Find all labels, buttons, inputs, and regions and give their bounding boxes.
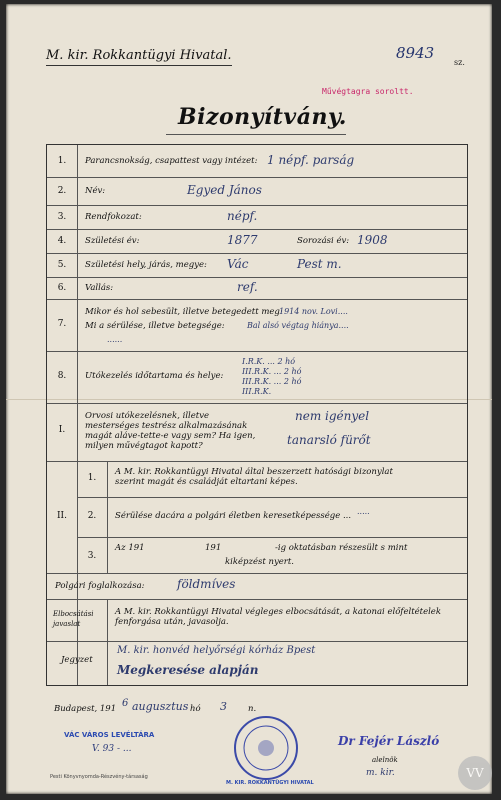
row-number: 4. (57, 236, 67, 246)
table-row (47, 253, 467, 278)
table-row (77, 537, 467, 573)
table-row (77, 497, 467, 538)
row-label-secondary: 191 (205, 543, 222, 553)
occupation-label: Polgári foglalkozása: (55, 581, 145, 591)
table-row (47, 299, 467, 352)
row-number: 3. (57, 212, 67, 222)
note-row (47, 641, 467, 685)
row-value: Vác (227, 257, 249, 271)
row-value-secondary: Bal alsó végtag hiánya.... (247, 321, 349, 330)
table-row (47, 277, 467, 300)
page-title: Bizonyítvány. (178, 104, 347, 130)
table-row (47, 145, 467, 178)
row-label: Sérülése dacára a polgári életben keresetképessége ... (115, 511, 352, 521)
document-sheet (6, 4, 492, 794)
discharge-label: Elbocsátási javaslat (53, 610, 94, 628)
row-number: 8. (57, 371, 67, 381)
row-value-secondary: 1908 (357, 233, 388, 247)
row-number: 5. (57, 260, 67, 270)
row-label: Születési év: (85, 236, 140, 246)
row-value: 1877 (227, 233, 258, 247)
table-row (47, 229, 467, 254)
row-value-secondary: tanarsló fürőt (287, 433, 371, 447)
signature-sub: m. kir. (366, 768, 395, 778)
row-value: Egyed János (187, 183, 262, 197)
row-label: Az 191 (115, 543, 145, 553)
title-underline (166, 134, 346, 135)
discharge-divider (107, 599, 108, 641)
signature-title: alelnök (372, 756, 398, 764)
note-divider (107, 641, 108, 685)
form-table (46, 144, 468, 686)
section-number: II. (57, 511, 67, 521)
row-value: 1914 nov. Lovi.... (279, 307, 348, 316)
discharge-row (47, 599, 467, 642)
date-ho: hó (190, 704, 201, 714)
row-label: Rendfokozat: (85, 212, 142, 222)
row-value-tertiary: ...... (107, 335, 123, 344)
row-label: Parancsnokság, csapattest vagy intézet: (85, 156, 258, 166)
row-value: népf. (227, 209, 258, 223)
table-row (77, 461, 467, 498)
row-value-secondary: Pest m. (297, 257, 342, 271)
table-row (47, 177, 467, 206)
row-value: ..... (357, 507, 370, 516)
date-month: augusztus (132, 700, 189, 713)
note-value-secondary: Megkeresése alapján (117, 663, 259, 677)
row-number: 3. (87, 551, 97, 561)
printer-imprint: Pesti Könyvnyomda-Részvény-társaság (50, 774, 148, 780)
date-year: 6 (122, 698, 129, 709)
date-n: n. (248, 704, 257, 714)
row-number: 2. (87, 511, 97, 521)
occupation-value: földmíves (177, 577, 236, 591)
row-value: nem igényel (295, 409, 370, 423)
row-number: 2. (57, 186, 67, 196)
red-stamp: Művégtagra soroltt. (322, 87, 414, 96)
row-label-secondary: Sorozási év: (297, 236, 350, 246)
archive-reference: V. 93 - ... (92, 744, 132, 754)
date-day: 3 (220, 700, 227, 713)
row-number: 7. (57, 319, 67, 329)
row-value: ref. (237, 280, 258, 294)
discharge-value: A M. kir. Rokkantügyi Hivatal végleges elbocsátását, a katonai előfeltételek fenforgása után, javasolja. (115, 607, 441, 627)
row-label: Születési hely, járás, megye: (85, 260, 207, 270)
stamp-ring-icon (236, 718, 296, 778)
row-value: 1 népf. parság (267, 153, 355, 167)
table-row (47, 205, 467, 230)
row-label-tertiary: -ig oktatásban részesült s mint (275, 543, 408, 553)
date-place: Budapest, 191 (54, 704, 117, 714)
row-label-secondary: Mi a sérülése, illetve betegsége: (85, 321, 225, 331)
row-label: A M. kir. Rokkantügyi Hivatal által beszerzett hatósági bizonylat szerint magát és családját eltartani képes. (115, 467, 393, 487)
note-label: Jegyzet (61, 655, 93, 665)
row-label: Vallás: (85, 283, 114, 293)
note-value: M. kir. honvéd helyőrségi kórház Bpest (117, 645, 316, 656)
row-label: Orvosi utókezelésnek, illetve mesterséges testrész alkalmazásának magát aláve-tette-e vagy sem? Ha igen, milyen művégtagot kapott? (85, 411, 256, 451)
row-value: I.R.K. ... 2 hó III.R.K. ... 2 hó III.R.K. ... 2 hó III.R.K. (242, 357, 302, 396)
row-number: 6. (57, 283, 67, 293)
signature: Dr Fejér László (338, 734, 440, 748)
row-number: 1. (87, 473, 97, 483)
section-ii (47, 461, 467, 574)
number-suffix: sz. (454, 58, 465, 67)
row-number: I. (58, 425, 66, 435)
row-label-quaternary: kiképzést nyert. (225, 557, 294, 567)
row-number: 1. (57, 156, 67, 166)
row-label: Név: (85, 186, 106, 196)
occupation-row (47, 573, 467, 600)
archive-watermark: VV (458, 756, 492, 790)
table-row (47, 351, 467, 404)
archive-stamp: VÁC VÁROS LEVÉLTÁRA (64, 731, 155, 739)
row-label: Utókezelés időtartama és helye: (85, 371, 224, 381)
document-number: 8943 (396, 44, 435, 62)
row-label: Mikor és hol sebesült, illetve betegedett meg: (85, 307, 283, 317)
office-round-stamp (234, 716, 298, 780)
round-stamp-text: M. KIR. ROKKANTÜGYI HIVATAL (226, 780, 314, 786)
table-row (47, 403, 467, 462)
office-name: M. kir. Rokkantügyi Hivatal. (46, 48, 232, 66)
